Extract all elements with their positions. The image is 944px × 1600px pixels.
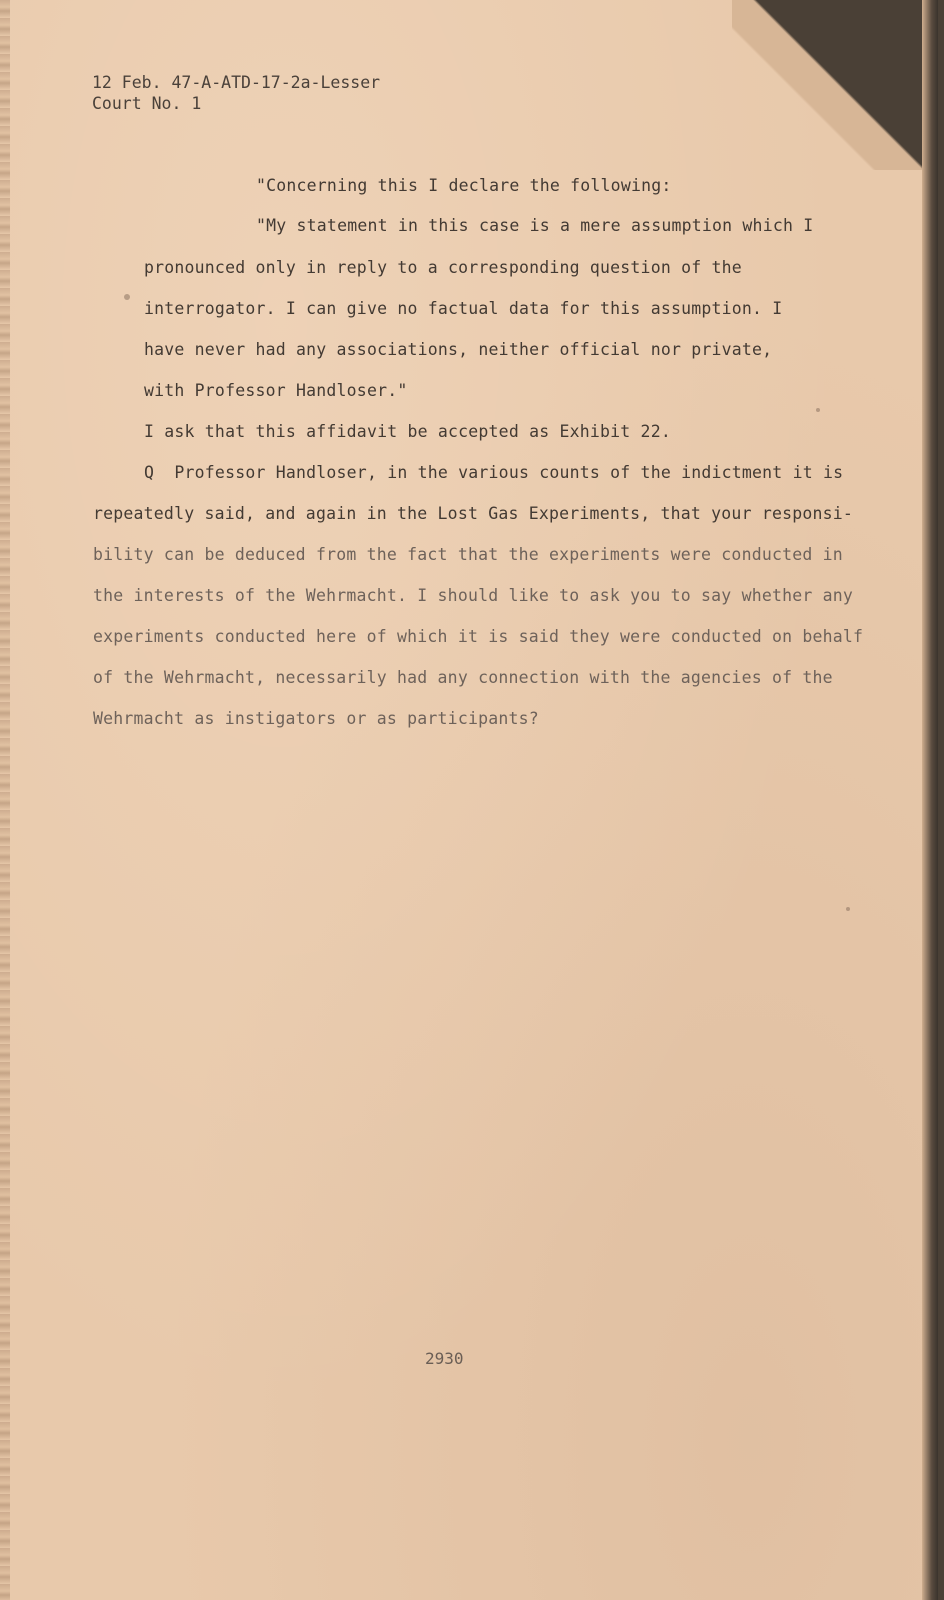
text-line: "My statement in this case is a mere assumption which I — [256, 216, 814, 235]
text-line: experiments conducted here of which it is said they were conducted on behalf — [93, 627, 864, 646]
text-line: bility can be deduced from the fact that the experiments were conducted in — [93, 545, 843, 564]
header-reference: 12 Feb. 47-A-ATD-17-2a-Lesser — [92, 73, 381, 92]
paper-speck — [124, 294, 130, 300]
text-line: interrogator. I can give no factual data for this assumption. I — [144, 299, 783, 318]
text-line: with Professor Handloser." — [144, 381, 408, 400]
text-line: have never had any associations, neither official nor private, — [144, 340, 773, 359]
paper-speck — [846, 907, 850, 911]
folded-corner — [732, 0, 922, 170]
paper-speck — [816, 408, 820, 412]
text-line: Wehrmacht as instigators or as participants? — [93, 709, 539, 728]
document-header — [92, 72, 380, 114]
text-line: the interests of the Wehrmacht. I should like to ask you to say whether any — [93, 586, 854, 605]
text-line: pronounced only in reply to a corresponding question of the — [144, 258, 742, 277]
text-line: "Concerning this I declare the following: — [256, 176, 672, 195]
text-line: of the Wehrmacht, necessarily had any connection with the agencies of the — [93, 668, 833, 687]
text-line: Q Professor Handloser, in the various counts of the indictment it is — [144, 463, 844, 482]
header-court: Court No. 1 — [92, 94, 202, 113]
page-number: 2930 — [425, 1349, 464, 1368]
page-edge — [922, 0, 938, 1600]
text-line: I ask that this affidavit be accepted as Exhibit 22. — [144, 422, 671, 441]
text-line: repeatedly said, and again in the Lost Gas Experiments, that your responsi- — [93, 504, 854, 523]
